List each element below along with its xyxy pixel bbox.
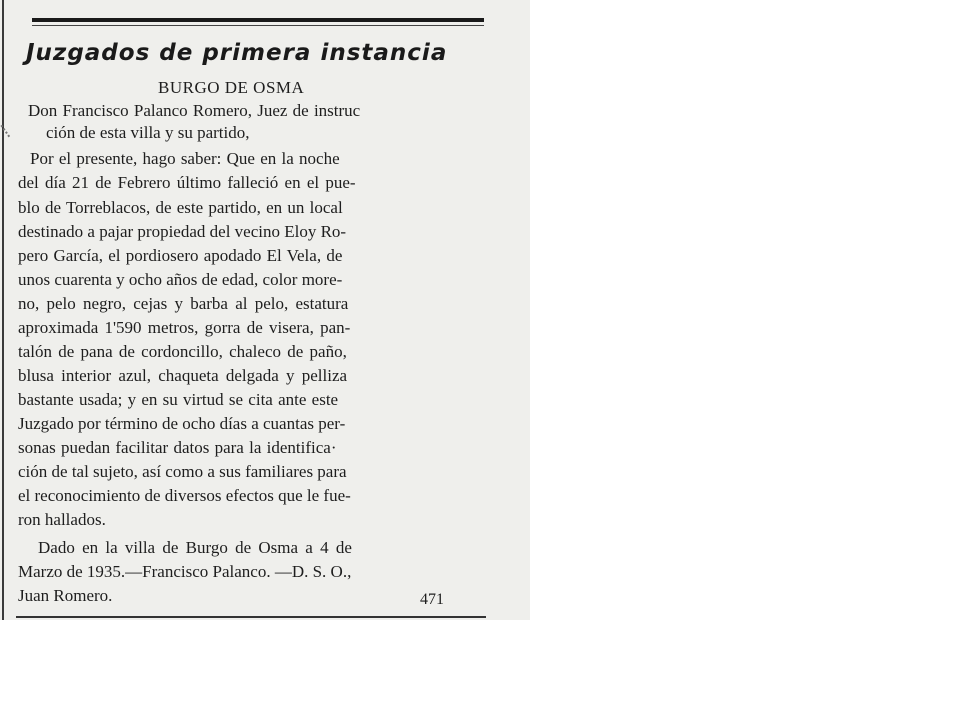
body-line: bastante usada; y en su virtud se cita ante este xyxy=(18,390,339,409)
page-number: 471 xyxy=(420,591,444,608)
body-line: Juan Romero. xyxy=(18,586,113,605)
bottom-rule xyxy=(16,616,486,618)
body-line: del día 21 de Febrero último falleció en el pue- xyxy=(18,173,356,192)
section-header: Juzgados de primera instancia xyxy=(26,40,448,66)
body-line: blusa interior azul, chaqueta delgada y pelliza xyxy=(18,366,348,385)
body-line: Don Francisco Palanco Romero, Juez de instruc xyxy=(28,101,361,120)
body-line: unos cuarenta y ocho años de edad, color more- xyxy=(18,270,343,289)
body-line: destinado a pajar propiedad del vecino Eloy Ro- xyxy=(18,222,347,241)
body-line: aproximada 1'590 metros, gorra de visera, pan- xyxy=(18,318,351,337)
body-line: no, pelo negro, cejas y barba al pelo, estatura xyxy=(18,294,349,313)
place-heading: BURGO DE OSMA xyxy=(158,78,305,97)
body-line: Juzgado por término de ocho días a cuantas per- xyxy=(18,414,346,433)
body-line: talón de pana de cordoncillo, chaleco de paño, xyxy=(18,342,347,361)
body-line: el reconocimiento de diversos efectos que le fue- xyxy=(18,486,351,505)
scanned-clipping xyxy=(0,0,530,620)
body-line: Dado en la villa de Burgo de Osma a 4 de xyxy=(38,538,352,557)
body-line: ción de tal sujeto, así como a sus familiares para xyxy=(18,462,347,481)
body-line: pero García, el pordiosero apodado El Vela, de xyxy=(18,246,343,265)
body-line: Marzo de 1935.—Francisco Palanco. —D. S. O., xyxy=(18,562,352,581)
body-line: ron hallados. xyxy=(18,510,106,529)
body-line: Por el presente, hago saber: Que en la noche xyxy=(30,149,340,168)
body-line: sonas puedan facilitar datos para la identifica· xyxy=(18,438,337,457)
body-line: ción de esta villa y su partido, xyxy=(46,123,250,142)
body-line: blo de Torreblacos, de este partido, en un local xyxy=(18,198,343,217)
article-body xyxy=(0,0,530,620)
